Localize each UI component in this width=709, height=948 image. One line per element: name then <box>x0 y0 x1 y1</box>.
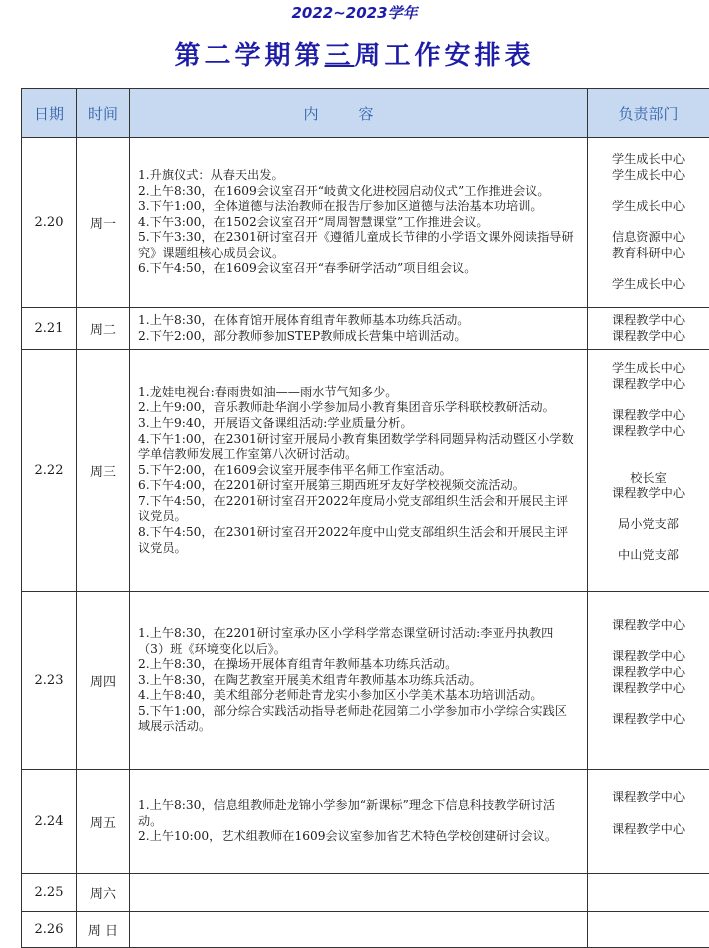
department-label: 教育科研中心 <box>588 246 709 262</box>
row-date: 2.21 <box>22 308 77 350</box>
row-weekday: 周五 <box>77 770 130 874</box>
department-label: 课程教学中心 <box>588 822 709 838</box>
schedule-item: 1.龙娃电视台:春雨贵如油——雨水节气知多少。 <box>138 385 579 401</box>
title-suffix: 周工作安排表 <box>355 41 535 71</box>
row-date: 2.25 <box>22 874 77 912</box>
title-prefix: 第二学期第 <box>174 41 324 71</box>
department-label <box>588 502 709 518</box>
row-content <box>130 308 588 350</box>
department-label <box>588 696 709 712</box>
department-label: 课程教学中心 <box>588 408 709 424</box>
title-week-number: 三 <box>324 41 354 71</box>
table-row <box>22 874 709 912</box>
department-label <box>588 455 709 471</box>
column-header-content: 内容 <box>130 89 588 138</box>
schedule-item: 1.上午8:30，在体育馆开展体育组青年教师基本功练兵活动。 <box>138 313 579 329</box>
department-label: 课程教学中心 <box>588 618 709 634</box>
row-content <box>130 874 588 912</box>
row-departments <box>588 308 709 350</box>
row-departments <box>588 350 709 592</box>
schedule-item: 6.下午4:50，在1609会议室召开“春季研学活动”项目组会议。 <box>138 261 579 277</box>
department-label: 课程教学中心 <box>588 486 709 502</box>
department-label: 课程教学中心 <box>588 665 709 681</box>
department-label: 校长室 <box>588 471 709 487</box>
schedule-item: 2.上午8:30，在1609会议室召开“岐黄文化进校园启动仪式”工作推进会议。 <box>138 184 579 200</box>
schedule-item: 6.下午4:00，在2201研讨室开展第三期西班牙友好学校视频交流活动。 <box>138 478 579 494</box>
row-weekday: 周四 <box>77 592 130 770</box>
row-weekday: 周六 <box>77 874 130 912</box>
department-label <box>588 215 709 231</box>
row-departments <box>588 770 709 874</box>
schedule-item: 2.上午10:00，艺术组教师在1609会议室参加省艺术特色学校创建研讨会议。 <box>138 829 579 845</box>
department-label: 学生成长中心 <box>588 168 709 184</box>
school-year: 2022~2023学年 <box>0 2 709 23</box>
row-weekday: 周三 <box>77 350 130 592</box>
column-header-date: 日期 <box>22 89 77 138</box>
row-content <box>130 138 588 308</box>
schedule-item: 3.上午8:30，在陶艺教室开展美术组青年教师基本功练兵活动。 <box>138 673 579 689</box>
schedule-item: 2.上午9:00，音乐教师赴华润小学参加局小教育集团音乐学科联校教研活动。 <box>138 400 579 416</box>
schedule-table <box>21 88 709 948</box>
row-weekday: 周二 <box>77 308 130 350</box>
schedule-item: 2.下午2:00，部分教师参加STEP教师成长营集中培训活动。 <box>138 329 579 345</box>
row-weekday: 周 日 <box>77 912 130 948</box>
schedule-item: 8.下午4:50，在2301研讨室召开2022年度中山党支部组织生活会和开展民主评议党员。 <box>138 525 579 556</box>
department-label: 信息资源中心 <box>588 230 709 246</box>
row-content <box>130 350 588 592</box>
department-label: 课程教学中心 <box>588 313 709 329</box>
schedule-item: 1.升旗仪式：从春天出发。 <box>138 168 579 184</box>
schedule-item: 1.上午8:30，在2201研讨室承办区小学科学常态课堂研讨活动:李亚丹执教四（3）班《环境变化以后》。 <box>138 626 579 657</box>
department-label: 局小党支部 <box>588 517 709 533</box>
table-row <box>22 138 709 308</box>
row-departments <box>588 138 709 308</box>
department-label: 课程教学中心 <box>588 712 709 728</box>
row-departments <box>588 912 709 948</box>
header-row <box>22 89 709 138</box>
table-row <box>22 770 709 874</box>
schedule-item: 3.下午1:00，全体道德与法治教师在报告厅参加区道德与法治基本功培训。 <box>138 199 579 215</box>
department-label: 学生成长中心 <box>588 277 709 293</box>
row-date: 2.23 <box>22 592 77 770</box>
schedule-item: 2.上午8:30，在操场开展体育组青年教师基本功练兵活动。 <box>138 657 579 673</box>
department-label: 中山党支部 <box>588 548 709 564</box>
schedule-item: 5.下午2:00，在1609会议室开展李伟平名师工作室活动。 <box>138 463 579 479</box>
table-row <box>22 592 709 770</box>
schedule-item: 7.下午4:50，在2201研讨室召开2022年度局小党支部组织生活会和开展民主评议党员。 <box>138 494 579 525</box>
column-header-dept: 负责部门 <box>588 89 709 138</box>
schedule-item: 4.上午8:40，美术组部分老师赴青龙实小参加区小学美术基本功培训活动。 <box>138 688 579 704</box>
department-label: 课程教学中心 <box>588 649 709 665</box>
row-departments <box>588 592 709 770</box>
schedule-item: 5.下午3:30，在2301研讨室召开《遵循儿童成长节律的小学语文课外阅读指导研究》课题组核心成员会议。 <box>138 230 579 261</box>
row-departments <box>588 874 709 912</box>
department-label: 课程教学中心 <box>588 424 709 440</box>
table-row <box>22 350 709 592</box>
schedule-item: 1.上午8:30，信息组教师赴龙锦小学参加“新课标”理念下信息科技教学研讨活动。 <box>138 798 579 829</box>
row-date: 2.26 <box>22 912 77 948</box>
row-date: 2.24 <box>22 770 77 874</box>
row-date: 2.20 <box>22 138 77 308</box>
column-header-time: 时间 <box>77 89 130 138</box>
schedule-item: 5.下午1:00，部分综合实践活动指导老师赴花园第二小学参加市小学综合实践区域展示活动。 <box>138 704 579 735</box>
schedule-item: 3.上午9:40，开展语文备课组活动:学业质量分析。 <box>138 416 579 432</box>
schedule-item: 4.下午1:00，在2301研讨室开展局小教育集团数学学科同题异构活动暨区小学数学单信教师发展工作室第八次研讨活动。 <box>138 432 579 463</box>
department-label: 学生成长中心 <box>588 199 709 215</box>
department-label <box>588 634 709 650</box>
department-label <box>588 837 709 853</box>
department-label <box>588 393 709 409</box>
row-content <box>130 592 588 770</box>
department-label <box>588 727 709 743</box>
row-date: 2.22 <box>22 350 77 592</box>
schedule-item: 4.下午3:00，在1502会议室召开“周周智慧课堂”工作推进会议。 <box>138 215 579 231</box>
department-label <box>588 261 709 277</box>
table-row <box>22 912 709 948</box>
row-content <box>130 912 588 948</box>
department-label: 课程教学中心 <box>588 329 709 345</box>
department-label <box>588 806 709 822</box>
department-label: 学生成长中心 <box>588 361 709 377</box>
department-label <box>588 533 709 549</box>
department-label: 课程教学中心 <box>588 377 709 393</box>
department-label: 课程教学中心 <box>588 681 709 697</box>
department-label <box>588 439 709 455</box>
department-label: 学生成长中心 <box>588 152 709 168</box>
department-label: 课程教学中心 <box>588 790 709 806</box>
table-row <box>22 308 709 350</box>
department-label <box>588 564 709 580</box>
row-weekday: 周一 <box>77 138 130 308</box>
row-content <box>130 770 588 874</box>
page-title <box>0 35 709 72</box>
department-label <box>588 184 709 200</box>
